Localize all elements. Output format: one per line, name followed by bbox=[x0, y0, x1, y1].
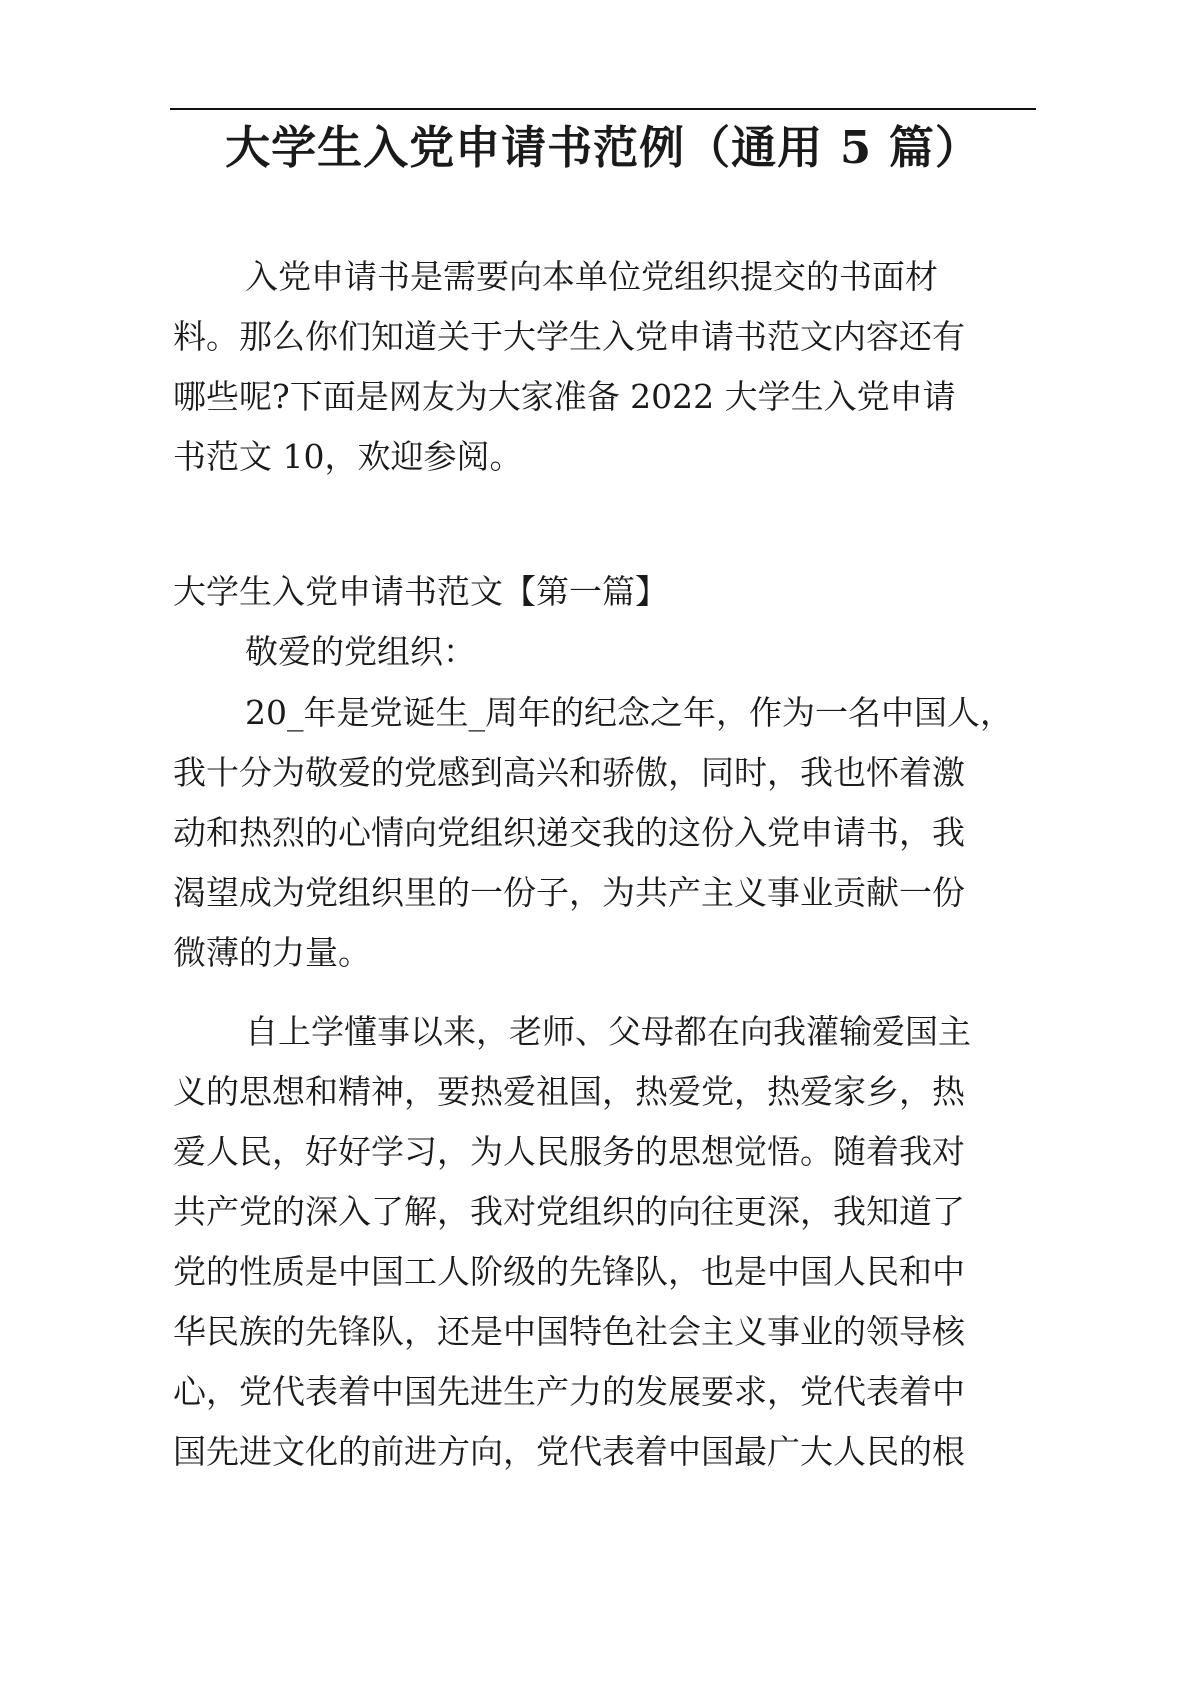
paragraph-line: 党的性质是中国工人阶级的先锋队，也是中国人民和中 bbox=[173, 1252, 965, 1291]
paragraph-line: 华民族的先锋队，还是中国特色社会主义事业的领导核 bbox=[173, 1312, 965, 1351]
intro-line: 入党申请书是需要向本单位党组织提交的书面材 bbox=[245, 257, 938, 296]
document-title: 大学生入党申请书范例（通用 5 篇） bbox=[225, 121, 981, 174]
intro-line: 书范文 10，欢迎参阅。 bbox=[173, 437, 523, 476]
section-heading: 大学生入党申请书范文【第一篇】 bbox=[173, 572, 668, 611]
paragraph-line: 国先进文化的前进方向，党代表着中国最广大人民的根 bbox=[173, 1432, 965, 1471]
paragraph-line: 微薄的力量。 bbox=[173, 933, 371, 972]
paragraph-line: 义的思想和精神，要热爱祖国，热爱党，热爱家乡，热 bbox=[173, 1072, 965, 1111]
header-rule bbox=[170, 108, 1036, 110]
intro-line: 料。那么你们知道关于大学生入党申请书范文内容还有 bbox=[173, 317, 965, 356]
paragraph-line: 心，党代表着中国先进生产力的发展要求，党代表着中 bbox=[173, 1372, 965, 1411]
intro-line: 哪些呢?下面是网友为大家准备 2022 大学生入党申请 bbox=[173, 377, 956, 416]
paragraph-line: 共产党的深入了解，我对党组织的向往更深，我知道了 bbox=[173, 1192, 965, 1231]
paragraph-line: 自上学懂事以来，老师、父母都在向我灌输爱国主 bbox=[245, 1012, 971, 1051]
paragraph-line: 渴望成为党组织里的一份子，为共产主义事业贡献一份 bbox=[173, 873, 965, 912]
salutation: 敬爱的党组织： bbox=[245, 632, 476, 671]
paragraph-line: 爱人民，好好学习，为人民服务的思想觉悟。随着我对 bbox=[173, 1132, 965, 1171]
paragraph-line: 动和热烈的心情向党组织递交我的这份入党申请书，我 bbox=[173, 813, 965, 852]
paragraph-line: 20_年是党诞生_周年的纪念之年，作为一名中国人， bbox=[245, 693, 1013, 732]
paragraph-line: 我十分为敬爱的党感到高兴和骄傲，同时，我也怀着激 bbox=[173, 753, 965, 792]
